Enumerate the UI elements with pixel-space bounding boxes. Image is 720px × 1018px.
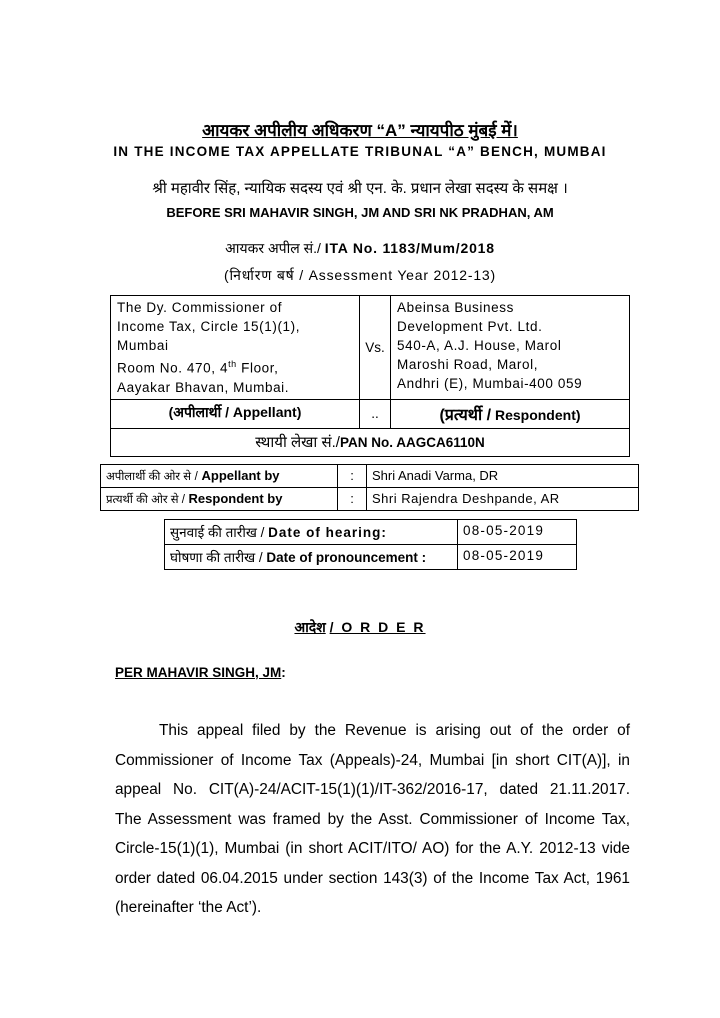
dates-table [164, 519, 577, 570]
respondent-line: Abeinsa Business [397, 300, 514, 315]
respondent-role-hindi: (प्रत्यर्थी / [439, 406, 492, 424]
respondent-role-english: Respondent) [494, 406, 581, 423]
english-bench-members: BEFORE SRI MAHAVIR SINGH, JM AND SRI NK PRADHAN, AM [166, 205, 554, 220]
slash: / [194, 471, 198, 483]
respondent-line: Andhri (E), Mumbai-400 059 [397, 376, 583, 391]
pronouncement-label-english: Date of pronouncement : [266, 550, 427, 565]
pan-number [111, 428, 630, 456]
ita-number-hindi: आयकर अपील सं./ [225, 240, 321, 256]
representatives-table [100, 464, 639, 511]
ita-number [0, 239, 720, 258]
respondent-representative: Shri Rajendra Deshpande, AR [367, 488, 639, 511]
hindi-title-text: आयकर अपीलीय अधिकरण “A” न्यायपीठ मुंबई में। [202, 121, 518, 140]
colon: : [338, 488, 367, 511]
appellant-representative: Shri Anadi Varma, DR [367, 465, 639, 488]
appellant-by-english: Appellant by [201, 468, 280, 483]
pan-english: PAN No. AAGCA6110N [339, 434, 485, 450]
appellant-by-label [101, 465, 338, 488]
table-row [101, 465, 639, 488]
ordinal-suffix: th [228, 359, 237, 369]
respondent-by-english: Respondent by [188, 491, 283, 506]
appellant-role [111, 399, 360, 428]
respondent-by-hindi: प्रत्यर्थी की ओर से / [106, 494, 185, 506]
pan-hindi: स्थायी लेखा सं./ [255, 433, 340, 451]
parties-table [110, 295, 630, 457]
pronouncement-date-label [165, 545, 458, 570]
hindi-title [0, 118, 720, 141]
per-judge [115, 665, 286, 680]
respondent-line: Development Pvt. Ltd. [397, 319, 543, 334]
role-separator: .. [360, 399, 391, 428]
appellant-by-hindi: अपीलार्थी की ओर से [106, 471, 192, 483]
respondent-role [391, 399, 630, 428]
assessment-year-hindi: (निर्धारण बर्ष [224, 267, 295, 283]
english-title: IN THE INCOME TAX APPELLATE TRIBUNAL “A” BENCH, MUMBAI [113, 144, 607, 159]
appellant-line [117, 355, 353, 378]
order-paragraph: This appeal filed by the Revenue is arising out of the order of Commissioner of Income Tax (Appeals)-24, Mumbai [in short CIT(A)], in appeal No. CIT(A)-24/ACIT-15(1)(1)/IT-362/2016-17, dated 21.11.2017. The Assessment was framed by the Asst. Commissioner of Income Tax, Circle-15(1)(1), Mumbai (in short ACIT/ITO/ AO) for the A.Y. 2012-13 vide order dated 06.04.2015 under section 143(3) of the Income Tax Act, 1961 (hereinafter ‘the Act’). [115, 722, 630, 916]
respondent-by-label [101, 488, 338, 511]
appellant-line: Income Tax, Circle 15(1)(1), [117, 319, 301, 334]
respondent-line: Maroshi Road, Marol, [397, 357, 539, 372]
order-title [0, 618, 720, 637]
table-row [101, 488, 639, 511]
per-judge-name: PER MAHAVIR SINGH, JM [115, 665, 282, 680]
appellant-role-hindi: (अपीलार्थी / [168, 403, 230, 420]
table-row [165, 545, 577, 570]
per-judge-colon: : [281, 665, 286, 680]
table-row [165, 520, 577, 545]
appellant-line: The Dy. Commissioner of [117, 300, 283, 315]
versus-label: Vs. [360, 296, 391, 400]
appellant-line: Mumbai [117, 338, 169, 353]
order-title-hindi: आदेश [294, 619, 326, 635]
pronouncement-label-hindi: घोषणा की तारीख / [170, 550, 263, 565]
appellant-room: Room No. 470, 4 [117, 360, 229, 376]
hearing-label-hindi: सुनवाई की तारीख / [170, 525, 265, 540]
colon: : [338, 465, 367, 488]
hearing-label-english: Date of hearing: [268, 525, 387, 540]
respondent-line: 540-A, A.J. House, Marol [397, 338, 562, 353]
respondent-address [391, 296, 630, 400]
appellant-floor: Floor, [236, 360, 279, 376]
hearing-date-label [165, 520, 458, 545]
appellant-line: Aayakar Bhavan, Mumbai. [117, 379, 290, 395]
ita-number-english: ITA No. 1183/Mum/2018 [324, 240, 495, 256]
order-title-english: / O R D E R [329, 619, 426, 635]
hindi-bench-members: श्री महावीर सिंह, न्यायिक सदस्य एवं श्री एन. के. प्रधान लेखा सदस्य के समक्ष । [152, 180, 568, 197]
assessment-year-english: / Assessment Year 2012-13) [299, 267, 496, 283]
appellant-role-english: Appellant) [232, 403, 302, 420]
pronouncement-date-value: 08-05-2019 [458, 545, 577, 570]
appellant-address [111, 296, 360, 400]
assessment-year [0, 266, 720, 285]
hearing-date-value: 08-05-2019 [458, 520, 577, 545]
